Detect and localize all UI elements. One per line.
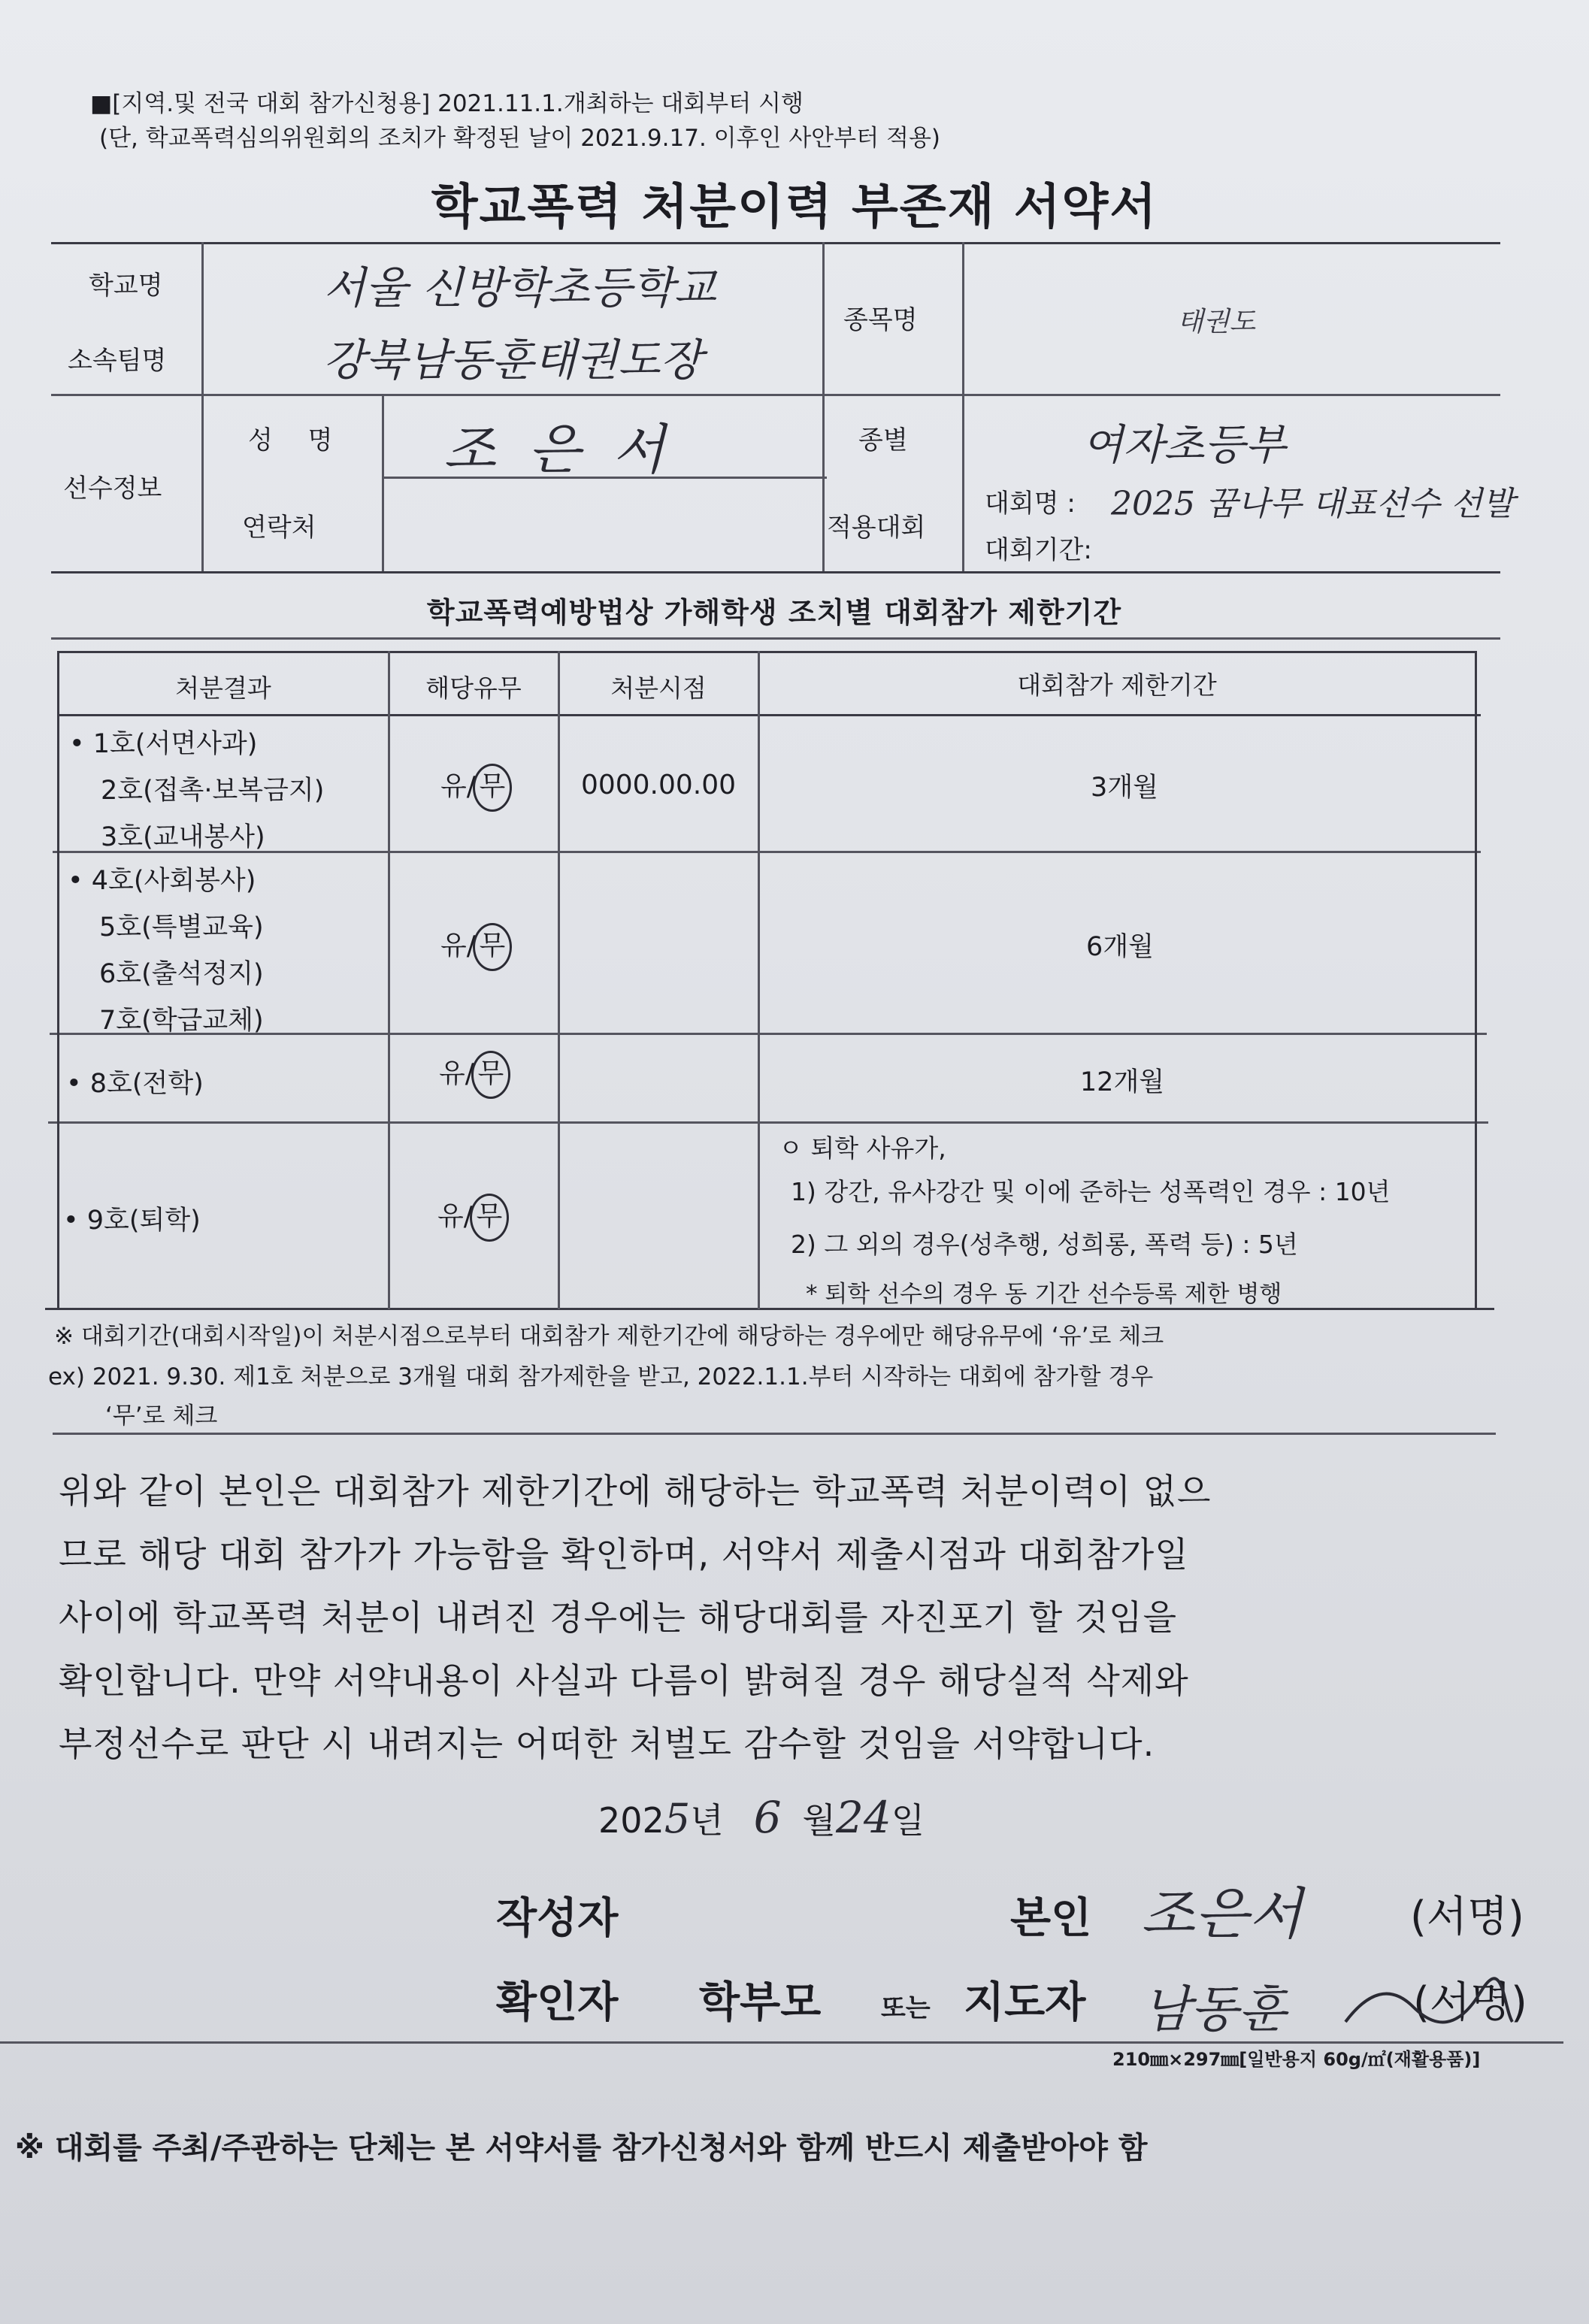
pledge-line-2: 므로 해당 대회 참가가 가능함을 확인하며, 서약서 제출시점과 대회참가일 [59,1534,1189,1575]
date-day-label: 일 [891,1800,925,1841]
competition-name-value: 2025 꿈나무 대표선수 선발 [1111,485,1515,523]
yes-option: 유/ [440,771,476,802]
date-month-handwritten: 6 [753,1792,782,1843]
table-right-border [1475,651,1477,1309]
team-label: 소속팀명 [68,346,167,376]
info-col-divider-1 [201,242,204,571]
competition-name-label: 대회명 : [985,489,1076,519]
table-header-applicable: 해당유무 [425,673,522,703]
header-line-1: ■[지역.및 전국 대회 참가신청용] 2021.11.1.개최하는 대회부터 시행 [90,90,804,117]
no-option-circled: 무 [470,1194,509,1242]
table-header-bottom [59,714,1481,716]
row2-period: 6개월 [1086,932,1154,962]
date-year-label: 년 [690,1800,724,1841]
bottom-divider [0,2041,1563,2044]
table-left-border [57,651,59,1309]
school-value: 서울 신방학초등학교 [323,262,716,313]
info-col-divider-2 [382,394,384,571]
coach-label: 지도자 [964,1978,1086,2027]
table-header-result: 처분결과 [175,673,271,703]
table-header-period: 대회참가 제한기간 [1017,670,1217,700]
paper-spec: 210㎜×297㎜[일반용지 60g/㎡(재활용품)] [1112,2049,1481,2070]
competition-period-label: 대회기간: [985,535,1092,565]
info-top-border [51,242,1500,244]
date-year-prefix: 202 [598,1800,664,1841]
note-line-2: ex) 2021. 9.30. 제1호 처분으로 3개월 대회 참가제한을 받고, 2022.1.1.부터 시작하는 대회에 참가할 경우 [48,1363,1154,1390]
category-label: 종별 [858,425,908,455]
yes-option: 유/ [439,1058,474,1089]
footer-note: ※ 대회를 주최/주관하는 단체는 본 서약서를 참가신청서와 함께 반드시 제출받아야 함 [15,2131,1148,2165]
restriction-title-underline [51,637,1500,640]
coach-signature-scribble [1338,1977,1518,2037]
confirmer-label: 확인자 [496,1978,619,2027]
row4-period-line-1: ㅇ 퇴학 사유가, [779,1133,946,1163]
row1-item-3: 3호(교내봉사) [101,822,265,852]
row4-period-line-3: 2) 그 외의 경우(성추행, 성희롱, 폭력 등) : 5년 [791,1230,1298,1259]
pledge-line-1: 위와 같이 본인은 대회참가 제한기간에 해당하는 학교폭력 처분이력이 없으 [59,1471,1212,1512]
self-label: 본인 [1010,1894,1092,1943]
category-value: 여자초등부 [1082,421,1286,470]
signing-date [598,1792,925,1843]
table-col-divider-3 [758,651,760,1309]
row3-item-1: • 8호(전학) [66,1069,204,1099]
team-value: 강북남동훈태권도장 [323,334,703,386]
info-col-divider-4 [962,242,964,571]
writer-label: 작성자 [496,1894,619,1943]
event-label: 종목명 [843,305,918,335]
coach-signature: 남동훈 [1143,1981,1287,2038]
date-day-handwritten: 24 [835,1792,891,1843]
school-label: 학교명 [89,271,163,301]
row2-item-1: • 4호(사회봉사) [68,866,256,896]
name-value: 조 은 서 [443,418,673,481]
event-value: 태권도 [1177,307,1256,337]
row1-item-2: 2호(접촉·보복금지) [101,776,325,806]
row4-item-1: • 9호(퇴학) [63,1206,201,1236]
restriction-title: 학교폭력예방법상 가해학생 조치별 대회참가 제한기간 [426,596,1122,629]
contact-label: 연락처 [242,513,316,543]
competition-label: 적용대회 [827,513,926,543]
table-top-border [59,651,1475,653]
coach-sign-label: (서명) [1413,1978,1527,2027]
document-title: 학교폭력 처분이력 부존재 서약서 [431,180,1158,235]
no-option-circled: 무 [473,923,512,971]
table-row-divider-2 [50,1033,1487,1035]
row2-item-2: 5호(특별교육) [99,912,264,943]
info-col-divider-3 [822,242,825,571]
row2-item-3: 6호(출석정지) [99,959,264,989]
table-col-divider-2 [558,651,560,1309]
or-label: 또는 [881,1993,931,2023]
table-row-divider-1 [53,851,1481,853]
pledge-line-5: 부정선수로 판단 시 내려지는 어떠한 처벌도 감수할 것임을 서약합니다. [59,1723,1155,1764]
row2-item-4: 7호(학급교체) [99,1006,264,1036]
row1-date: 0000.00.00 [580,770,737,800]
row3-period: 12개월 [1079,1067,1165,1097]
row4-period-line-2: 1) 강간, 유사강간 및 이에 준하는 성폭력인 경우 : 10년 [791,1177,1391,1206]
pledge-line-4: 확인합니다. 만약 서약내용이 사실과 다름이 밝혀질 경우 해당실적 삭제와 [59,1660,1189,1701]
date-month-label: 월 [802,1800,836,1841]
table-row-divider-3 [48,1121,1488,1124]
self-signature: 조은서 [1141,1882,1303,1947]
row4-yes-no [437,1194,509,1242]
date-year-handwritten: 5 [664,1795,691,1842]
athlete-info-label: 선수정보 [63,474,162,504]
info-row-divider-1 [51,394,1500,396]
no-option-circled: 무 [471,1051,510,1099]
table-col-divider-1 [388,651,390,1309]
row1-item-1: • 1호(서면사과) [69,729,258,759]
yes-option: 유/ [440,931,476,961]
row3-yes-no [439,1051,510,1099]
row4-period-line-4: * 퇴학 선수의 경우 동 기간 선수등록 제한 병행 [806,1281,1282,1308]
pledge-line-3: 사이에 학교폭력 처분이 내려진 경우에는 해당대회를 자진포기 할 것임을 [59,1597,1178,1638]
self-sign-label: (서명) [1410,1893,1524,1941]
row2-yes-no [440,923,512,971]
table-header-date: 처분시점 [610,673,707,703]
yes-option: 유/ [437,1201,473,1232]
note-line-3: ‘무’로 체크 [105,1403,218,1430]
header-line-2: (단, 학교폭력심의위원회의 조치가 확정된 날이 2021.9.17. 이후인 사안부터 적용) [99,125,940,152]
parent-label: 학부모 [699,1978,822,2027]
info-bottom-border [51,571,1500,573]
row1-yes-no [440,764,512,812]
notes-divider [53,1433,1496,1435]
no-option-circled: 무 [473,764,512,812]
row1-period: 3개월 [1091,773,1158,803]
note-line-1: ※ 대회기간(대회시작일)이 처분시점으로부터 대회참가 제한기간에 해당하는 경우에만 해당유무에 ‘유’로 체크 [54,1323,1164,1350]
name-label: 성 명 [248,425,347,455]
